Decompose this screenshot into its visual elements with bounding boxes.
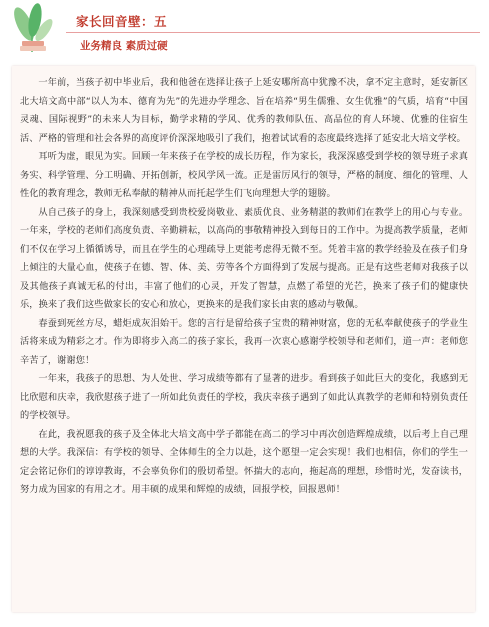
header: [0, 0, 489, 62]
title-divider: [66, 32, 480, 33]
leaf-icon: [8, 2, 56, 54]
paragraph-3: 从自己孩子的身上，我深刻感受到贵校爱岗敬业、素质优良、业务精湛的教师们在教学上的用心与专业。一年来，学校的老师们高度负责、辛勤耕耘，以高尚的事敬精神投入到每日的工作中。为提高教学质量，老师们不仅在学习上循循诱导，而且在学生的心理疏导上更能考虑得无微不至。凭着丰富的教学经验及在孩子们身上倾注的大量心血，使孩子在德、智、体、美、劳等各个方面得到了发展与提高。正是有这些老师对我孩子以及其他孩子真诚无私的付出，丰富了他们的心灵，开发了智慧，点燃了希望的光芒，换来了孩子们的健康快乐，换来了我们这些做家长的安心和放心，更换来的是我们家长由衷的感动与敬佩。: [20, 206, 468, 310]
paragraph-2: 耳听为虚，眼见为实。回顾一年来孩子在学校的成长历程，作为家长，我深深感受到学校的领导班子求真务实、科学管理、分工明确、开拓创新，校风学风一流。正是雷厉风行的领导，严格的制度、细化的管理、人性化的教育理念，教师无私奉献的精神从而托起学生们飞向理想大学的翅膀。: [20, 151, 468, 199]
paragraph-4: 春蚕到死丝方尽，蜡炬成灰泪始干。您的言行是留给孩子宝贵的精神财富，您的无私奉献使孩子的学业生活将来成为精彩之才。作为即将步入高二的孩子家长，我再一次衷心感谢学校领导和老师们，道一声：老师您辛苦了，谢谢您！: [20, 317, 468, 366]
paragraph-1: 一年前，当孩子初中毕业后，我和他爸在选择让孩子上延安哪所高中犹豫不决，拿不定主意时，延安新区北大培文高中部“以人为本、德育为先”的先进办学理念、旨在培养“男生儒雅、女生优雅”的气质，培育“中国灵魂、国际视野”的未来人为目标，勤学求精的学风、优秀的教师队伍、高品位的育人环境、优雅的住宿生活、严格的管理和社会各界的高度评价深深地吸引了我们，抱着试试看的态度最终选择了延安北大培文学校。: [20, 77, 468, 144]
page-title: 家长回音壁：五: [76, 14, 168, 29]
letter-card: [12, 66, 475, 612]
page-subtitle: 业务精良 素质过硬: [80, 40, 168, 52]
paragraph-6: 在此，我祝愿我的孩子及全体北大培文高中学子都能在高二的学习中再次创造辉煌成绩，以后考上自己理想的大学。我深信：有学校的领导、全体师生的全力以赴，这个愿望一定会实现！我们也相信，你们的学生一定会铭记你们的谆谆教诲，不会辜负你们的殷切希望。怀揣大的志向，拖起高的理想，珍惜时光，发奋读书，努力成为国家的有用之才。用丰硕的成果和辉煌的成绩，回报学校，回报恩师！: [20, 428, 468, 495]
paragraph-5: 一年来，我孩子的思想、为人处世、学习成绩等都有了显著的进步。看到孩子如此巨大的变化，我感到无比欣慰和庆幸，我欣慰孩子进了一所如此负责任的学校，我庆幸孩子遇到了如此认真教学的老师和特别负责任的学校领导。: [20, 373, 468, 421]
